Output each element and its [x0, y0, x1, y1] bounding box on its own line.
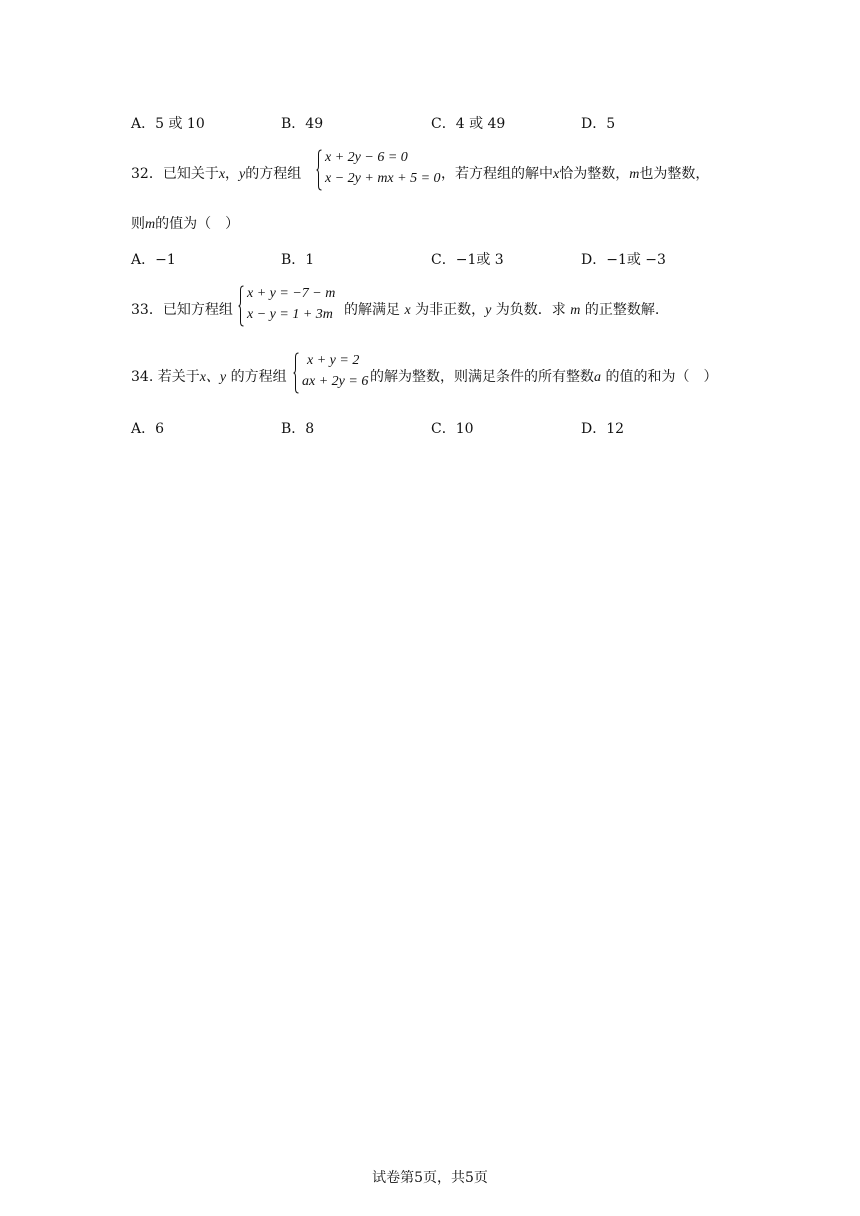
q31-option-b: B．49: [281, 116, 324, 132]
left-brace-icon: [293, 352, 299, 394]
q33-equation-2: x − y = 1 + 3m: [247, 307, 333, 322]
q32-option-c: C．−1或 3: [431, 252, 504, 268]
q33-stem-end: 的解满足 x 为非正数，y 为负数．求 m 的正整数解.: [344, 302, 660, 318]
left-brace-icon: [316, 149, 322, 191]
q32-stem-end: ，若方程组的解中x恰为整数，m也为整数，: [441, 166, 710, 182]
q34-option-c: C．10: [431, 421, 474, 437]
q34-option-d: D．12: [581, 421, 625, 437]
q32-equation-2: x − 2y + mx + 5 = 0: [325, 171, 441, 186]
q31-option-c: C．4 或 49: [431, 116, 506, 132]
q33-equation-system: [238, 285, 342, 327]
left-brace-icon: [238, 285, 244, 327]
q32-stem-line2: 则m的值为（ ）: [131, 216, 240, 232]
q32-stem-start: 32．已知关于x，y的方程组: [131, 166, 302, 182]
q34-stem-end: 的解为整数，则满足条件的所有整数a 的值的和为（ ）: [370, 369, 718, 385]
q33-stem-start: 33．已知方程组: [131, 302, 233, 318]
q32-option-a: A．−1: [131, 252, 176, 268]
q32-option-d: D．−1或 −3: [581, 252, 666, 268]
q34-option-b: B．8: [281, 421, 315, 437]
q34-equation-1: x + y = 2: [307, 353, 360, 368]
q34-equation-system: [293, 352, 371, 394]
q31-option-d: D．5: [581, 116, 616, 132]
q34-equation-2: ax + 2y = 6: [302, 374, 369, 389]
q32-equation-system: [316, 149, 446, 191]
page-footer: 试卷第5页，共5页: [372, 1170, 488, 1186]
q32-equation-1: x + 2y − 6 = 0: [325, 150, 408, 165]
q34-stem-start: 34. 若关于x、y 的方程组: [131, 369, 287, 385]
q32-option-b: B．1: [281, 252, 315, 268]
q33-equation-1: x + y = −7 − m: [247, 286, 336, 301]
q34-option-a: A．6: [131, 421, 165, 437]
q31-option-a: A．5 或 10: [131, 116, 205, 132]
